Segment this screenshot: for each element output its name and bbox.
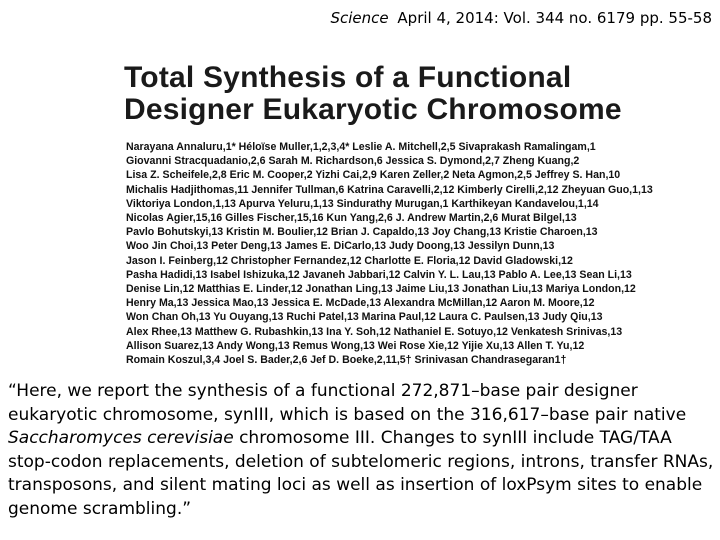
issue-details: April 4, 2014: Vol. 344 no. 6179 pp. 55-58 xyxy=(397,9,712,27)
citation-line xyxy=(330,8,712,28)
abstract-quote xyxy=(8,380,714,521)
author-line: Pavlo Bohutskyi,13 Kristin M. Boulier,12 Brian J. Capaldo,13 Joy Chang,13 Kristie Charoen,13 xyxy=(126,226,598,239)
author-list xyxy=(126,140,653,367)
paper-title xyxy=(124,61,622,126)
author-line: Viktoriya London,1,13 Apurva Yeluru,1,13 Sindurathy Murugan,1 Karthikeyan Kandavelou,1,14 xyxy=(126,197,599,210)
author-line: Lisa Z. Scheifele,2,8 Eric M. Cooper,2 Yizhi Cai,2,9 Karen Zeller,2 Neta Agmon,2,5 Jeffrey S. Han,10 xyxy=(126,169,621,182)
paper-title-line-1: Total Synthesis of a Functional xyxy=(124,61,572,94)
journal-name: Science xyxy=(330,9,389,27)
author-line: Jason I. Feinberg,12 Christopher Fernandez,12 Charlotte E. Floria,12 David Gladowski,12 xyxy=(126,254,573,267)
author-line: Won Chan Oh,13 Yu Ouyang,13 Ruchi Patel,13 Marina Paul,12 Laura C. Paulsen,13 Judy Qiu,13 xyxy=(126,311,603,324)
author-line: Nicolas Agier,15,16 Gilles Fischer,15,16 Kun Yang,2,6 J. Andrew Martin,2,6 Murat Bilgel,13 xyxy=(126,212,577,225)
author-line: Pasha Hadidi,13 Isabel Ishizuka,12 Javaneh Jabbari,12 Calvin Y. L. Lau,13 Pablo A. Lee,13 Sean Li,13 xyxy=(126,268,632,281)
author-line: Woo Jin Choi,13 Peter Deng,13 James E. DiCarlo,13 Judy Doong,13 Jessilyn Dunn,13 xyxy=(126,240,555,253)
author-line: Narayana Annaluru,1* Héloïse Muller,1,2,3,4* Leslie A. Mitchell,2,5 Sivaprakash Ramalingam,1 xyxy=(126,141,596,153)
author-line: Giovanni Stracquadanio,2,6 Sarah M. Richardson,6 Jessica S. Dymond,2,7 Zheng Kuang,2 xyxy=(126,155,580,168)
author-line: Allison Suarez,13 Andy Wong,13 Remus Wong,13 Wei Rose Xie,12 Yijie Xu,13 Allen T. Yu,12 xyxy=(126,339,585,352)
author-line: Michalis Hadjithomas,11 Jennifer Tullman,6 Katrina Caravelli,2,12 Kimberly Cirelli,2,12 Zheyuan Guo,1,13 xyxy=(126,183,653,196)
author-line: Romain Koszul,3,4 Joel S. Bader,2,6 Jef D. Boeke,2,11,5† Srinivasan Chandrasegaran1† xyxy=(126,354,567,367)
paper-title-line-2: Designer Eukaryotic Chromosome xyxy=(124,93,622,126)
author-line: Henry Ma,13 Jessica Mao,13 Jessica E. McDade,13 Alexandra McMillan,12 Aaron M. Moore,12 xyxy=(126,297,595,310)
author-line: Denise Lin,12 Matthias E. Linder,12 Jonathan Ling,13 Jaime Liu,13 Jonathan Liu,13 Mariya London,12 xyxy=(126,283,636,296)
species-name: Saccharomyces cerevisiae xyxy=(8,428,234,448)
quote-text-part-2: chromosome III. Changes to synIII include TAG/TAA stop-codon replacements, deletion of subtelomeric regions, introns, transfer RNAs, transposons, and silent mating loci as well as insertion of loxPsym sites to enable genome scrambling.” xyxy=(8,428,714,519)
author-line: Alex Rhee,13 Matthew G. Rubashkin,13 Ina Y. Soh,12 Nathaniel E. Sotuyo,12 Venkatesh Srinivas,13 xyxy=(126,325,623,338)
quote-text-part-1: “Here, we report the synthesis of a functional 272,871–base pair designer eukaryotic chromosome, synIII, which is based on the 316,617–base pair native xyxy=(8,381,687,425)
